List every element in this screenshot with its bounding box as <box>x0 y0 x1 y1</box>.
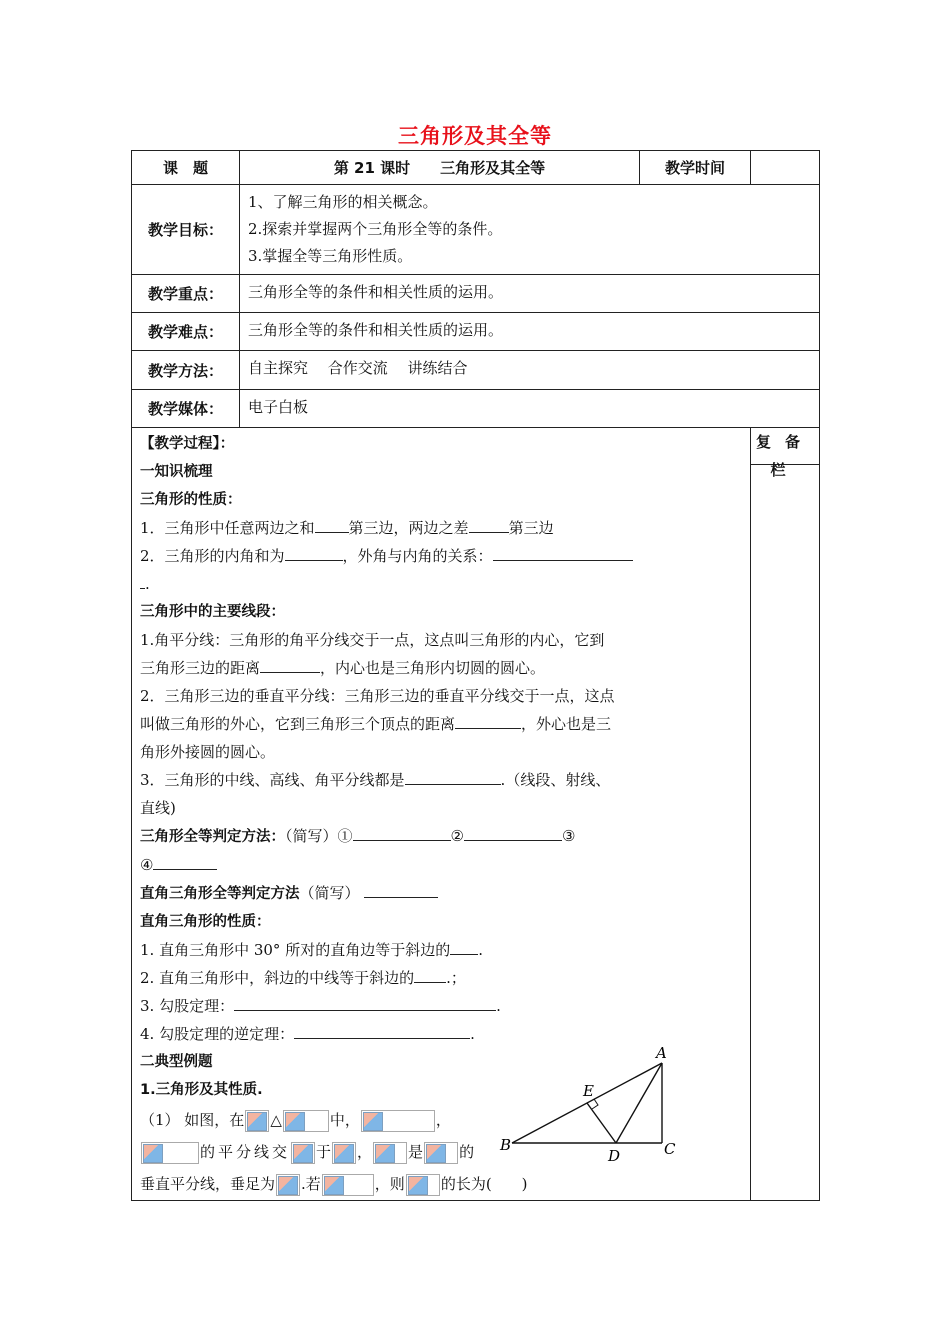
formula-image-icon <box>406 1174 440 1196</box>
text: 的长为( ) <box>440 1175 528 1193</box>
text: 三角形全等判定方法： <box>140 829 285 845</box>
text: ，外心也是三 <box>521 715 612 733</box>
congruence-methods-4 <box>140 851 742 879</box>
section-examples: 二典型例题 <box>140 1054 213 1070</box>
text: 1. 直角三角形中 30° 所对的直角边等于斜边的 <box>140 941 451 959</box>
prop-line-2-end <box>140 570 742 598</box>
difficulty-label: 教学难点： <box>132 313 240 351</box>
line-3c: 直线) <box>140 799 176 817</box>
text: .（线段、射线、 <box>500 771 611 789</box>
time-label: 教学时间 <box>640 151 751 185</box>
rt-congruence <box>140 879 742 908</box>
text: 的平分线交 <box>200 1143 291 1161</box>
fill-blank[interactable] <box>234 993 496 1011</box>
line-1b <box>140 654 742 682</box>
text: △ <box>270 1111 282 1129</box>
text: 4. 勾股定理的逆定理： <box>140 1025 295 1043</box>
section-knowledge: 一知识梳理 <box>140 464 213 480</box>
vertex-label-a: A <box>656 1044 667 1062</box>
fill-blank[interactable] <box>294 1021 470 1039</box>
fill-blank[interactable] <box>455 711 521 729</box>
topic-value: 第 21 课时 三角形及其全等 <box>240 151 640 185</box>
fill-blank[interactable] <box>405 767 501 785</box>
example-title: 1.三角形及其性质. <box>140 1082 263 1098</box>
formula-image-icon <box>373 1142 407 1164</box>
line-3a <box>140 766 742 794</box>
text: ③ <box>561 827 576 845</box>
time-value <box>751 151 820 185</box>
line-2d: 角形外接圆的圆心。 <box>140 743 276 761</box>
text: （简写）① <box>285 827 353 845</box>
congruence-methods <box>140 822 742 851</box>
review-column <box>751 428 820 1201</box>
text: ， <box>357 1143 373 1161</box>
key-value: 三角形全等的条件和相关性质的运用。 <box>240 275 820 313</box>
goal-item: 1、了解三角形的相关概念。 <box>248 193 438 211</box>
text: . <box>496 997 501 1015</box>
line-1a: 1.角平分线：三角形的角平分线交于一点，这点叫三角形的内心，它到 <box>140 631 605 649</box>
fill-blank[interactable] <box>464 823 562 841</box>
text: （简写） <box>299 884 360 902</box>
text: 3. 勾股定理： <box>140 997 235 1015</box>
document-title: 三角形及其全等 <box>398 124 552 148</box>
formula-image-icon <box>276 1174 300 1196</box>
question-line-3 <box>140 1168 742 1200</box>
review-column-heading: 复备栏 <box>751 428 819 465</box>
main-lines-title: 三角形中的主要线段： <box>140 604 285 620</box>
rt-props-title: 直角三角形的性质： <box>140 914 271 930</box>
method-value: 自主探究 合作交流 讲练结合 <box>240 351 820 390</box>
formula-image-icon <box>332 1142 356 1164</box>
formula-image-icon <box>424 1142 458 1164</box>
text: 的 <box>459 1143 475 1161</box>
formula-image-icon <box>291 1142 315 1164</box>
rt-prop-2 <box>140 964 742 992</box>
text: ④ <box>140 856 154 874</box>
formula-image-icon <box>322 1174 374 1196</box>
text: 3．三角形的中线、高线、角平分线都是 <box>140 771 405 789</box>
line-2b <box>140 710 742 738</box>
fill-blank[interactable] <box>469 515 509 533</box>
text: 中， <box>329 1111 360 1129</box>
text: 是 <box>408 1143 424 1161</box>
fill-blank[interactable] <box>364 880 438 898</box>
perpendicular-de <box>587 1103 616 1143</box>
formula-image-icon <box>361 1110 435 1132</box>
fill-blank[interactable] <box>493 543 633 561</box>
text: ， <box>435 1111 451 1129</box>
text: 叫做三角形的外心，它到三角形三个顶点的距离 <box>140 715 456 733</box>
text: ，外角与内角的关系： <box>342 547 493 565</box>
goals-label: 教学目标： <box>132 185 240 275</box>
text: . <box>478 941 483 959</box>
goal-item: 2.探索并掌握两个三角形全等的条件。 <box>248 220 503 238</box>
text: 三角形三边的距离 <box>140 659 261 677</box>
difficulty-value: 三角形全等的条件和相关性质的运用。 <box>240 313 820 351</box>
media-label: 教学媒体： <box>132 390 240 428</box>
text: 第三边 <box>508 519 554 537</box>
lesson-plan-table <box>131 150 820 1201</box>
process-heading: 【教学过程】： <box>140 436 235 452</box>
key-label: 教学重点： <box>132 275 240 313</box>
goal-item: 3.掌握全等三角形性质。 <box>248 247 413 265</box>
method-label: 教学方法： <box>132 351 240 390</box>
topic-label: 课 题 <box>132 151 240 185</box>
rt-prop-3 <box>140 992 742 1020</box>
fill-blank[interactable] <box>353 823 451 841</box>
vertex-label-d: D <box>608 1147 621 1164</box>
text: . <box>145 575 150 593</box>
formula-image-icon <box>245 1110 269 1132</box>
text: .若 <box>301 1175 321 1193</box>
text: ，则 <box>374 1175 405 1193</box>
vertex-label-b: B <box>500 1136 512 1154</box>
fill-blank[interactable] <box>315 515 349 533</box>
formula-image-icon <box>141 1142 199 1164</box>
text: 2．三角形的内角和为 <box>140 547 285 565</box>
prop-line-1 <box>140 514 742 542</box>
fill-blank[interactable] <box>414 965 446 983</box>
text: 第三边，两边之差 <box>348 519 469 537</box>
fill-blank[interactable] <box>450 937 478 955</box>
vertex-label-e: E <box>583 1082 594 1100</box>
triangle-props-title: 三角形的性质： <box>140 492 242 508</box>
text: ② <box>450 827 464 845</box>
line-2a: 2．三角形三边的垂直平分线：三角形三边的垂直平分线交于一点，这点 <box>140 687 615 705</box>
formula-image-icon <box>283 1110 329 1132</box>
text: .； <box>446 969 466 987</box>
goals-cell <box>240 185 820 275</box>
text: 直角三角形全等判定方法 <box>140 886 300 902</box>
media-value: 电子白板 <box>240 390 820 428</box>
text: 2. 直角三角形中，斜边的中线等于斜边的 <box>140 969 415 987</box>
text: 垂直平分线，垂足为 <box>140 1175 276 1193</box>
fill-blank[interactable] <box>285 543 343 561</box>
triangle-figure <box>498 1040 683 1164</box>
text: . <box>470 1025 475 1043</box>
vertex-label-c: C <box>664 1140 676 1158</box>
text: ，内心也是三角形内切圆的圆心。 <box>320 659 546 677</box>
text: （1） 如图，在 <box>140 1111 245 1129</box>
text: 于 <box>316 1143 332 1161</box>
text: 1．三角形中任意两边之和 <box>140 519 315 537</box>
prop-line-2 <box>140 542 742 570</box>
fill-blank[interactable] <box>260 655 320 673</box>
rt-prop-1 <box>140 936 742 964</box>
fill-blank[interactable] <box>153 852 217 870</box>
